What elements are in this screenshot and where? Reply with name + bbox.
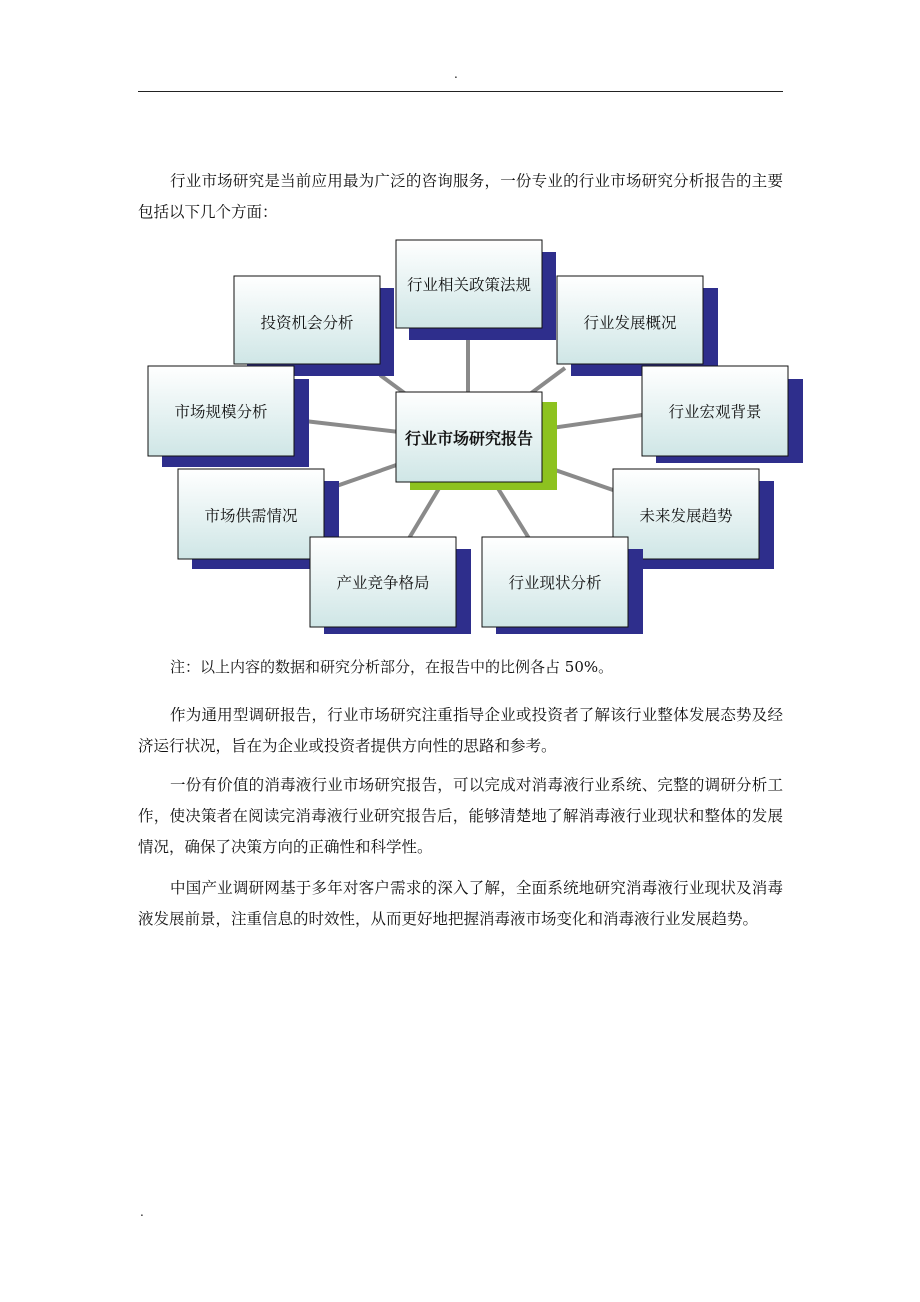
node-macro-label: 行业宏观背景 <box>668 403 762 421</box>
note: 注：以上内容的数据和研究分析部分，在报告中的比例各占 50%。 <box>170 658 614 676</box>
node-status-label: 行业现状分析 <box>508 574 602 592</box>
node-competition-label: 产业竞争格局 <box>336 574 430 592</box>
node-policy-label: 行业相关政策法规 <box>406 276 532 294</box>
node-competition <box>310 537 471 634</box>
node-policy <box>396 240 556 340</box>
paragraph-3: 中国产业调研网基于多年对客户需求的深入了解，全面系统地研究消毒液行业现状及消毒液发展前景，注重信息的时效性，从而更好地把握消毒液市场变化和消毒液行业发展趋势。 <box>138 879 783 928</box>
paragraph-1: 作为通用型调研报告，行业市场研究注重指导企业或投资者了解该行业整体发展态势及经济运行状况，旨在为企业或投资者提供方向性的思路和参考。 <box>138 706 783 755</box>
node-macro <box>642 366 803 463</box>
paragraph-2: 一份有价值的消毒液行业市场研究报告，可以完成对消毒液行业系统、完整的调研分析工作，使决策者在阅读完消毒液行业研究报告后，能够清楚地了解消毒液行业现状和整体的发展情况，确保了决策方向的正确性和科学性。 <box>138 776 783 856</box>
footer-mark: . <box>140 1205 144 1219</box>
node-investment-label: 投资机会分析 <box>260 314 354 332</box>
node-overview <box>557 276 718 376</box>
node-scale-label: 市场规模分析 <box>174 403 268 421</box>
node-investment <box>234 276 394 376</box>
node-supply-label: 市场供需情况 <box>204 507 298 525</box>
node-status <box>482 537 643 634</box>
node-scale <box>148 366 309 467</box>
node-future-label: 未来发展趋势 <box>639 507 733 525</box>
center-node <box>396 392 557 490</box>
center-node-label: 行业市场研究报告 <box>404 429 534 448</box>
node-overview-label: 行业发展概况 <box>583 314 677 332</box>
intro-paragraph: 行业市场研究是当前应用最为广泛的咨询服务，一份专业的行业市场研究分析报告的主要包括以下几个方面： <box>138 172 783 221</box>
header-mark: . <box>454 67 458 81</box>
